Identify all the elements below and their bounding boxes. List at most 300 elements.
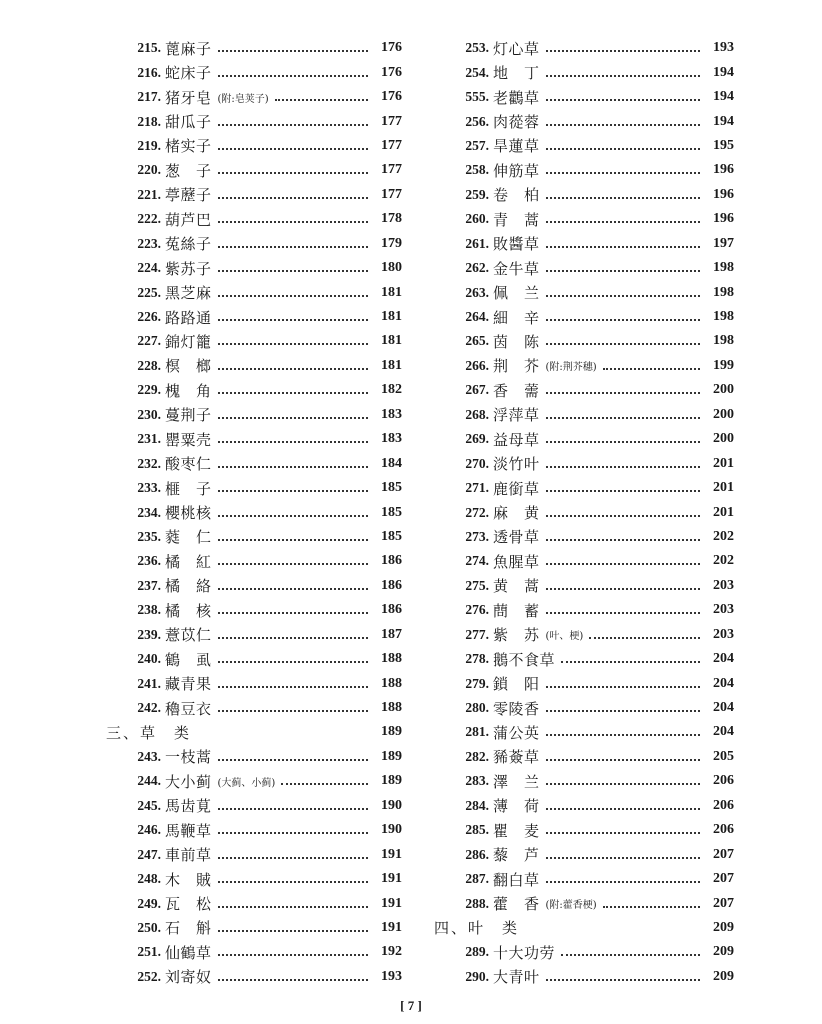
entry-note: (附:皂荚子) <box>217 93 269 105</box>
entry-number: 272. <box>465 504 489 520</box>
entry-title: 敗醬草 <box>493 235 540 254</box>
toc-entry <box>106 109 402 133</box>
entry-page: 203 <box>713 602 734 618</box>
dot-leader <box>218 221 368 223</box>
entry-title: 橘 紅 <box>165 552 212 571</box>
entry-number: 277. <box>465 626 489 642</box>
toc-entry <box>434 623 734 647</box>
entry-title: 木 賊 <box>165 870 212 889</box>
entry-number: 276. <box>465 602 489 618</box>
entry-title: 魚腥草 <box>493 552 540 571</box>
entry-title: 香 薷 <box>493 381 540 400</box>
dot-leader <box>218 930 368 932</box>
toc-entry <box>434 378 734 402</box>
dot-leader <box>218 124 368 126</box>
entry-page: 179 <box>381 235 402 251</box>
entry-title: 細 辛 <box>493 308 540 327</box>
entry-page: 202 <box>713 553 734 569</box>
section-title: 三、草 类 <box>106 723 192 742</box>
toc-entry <box>106 256 402 280</box>
entry-title: 淡竹叶 <box>493 455 540 474</box>
dot-leader <box>546 75 700 77</box>
entry-number: 286. <box>465 846 489 862</box>
dot-leader <box>218 466 368 468</box>
entry-page: 185 <box>381 528 402 544</box>
entry-page: 176 <box>381 64 402 80</box>
entry-title: 菟絲子 <box>165 235 212 254</box>
entry-page: 204 <box>713 651 734 667</box>
dot-leader <box>603 906 700 908</box>
toc-entry <box>106 476 402 500</box>
entry-number: 279. <box>465 675 489 691</box>
dot-leader <box>546 441 700 443</box>
toc-entry <box>434 549 734 573</box>
entry-number: 270. <box>465 455 489 471</box>
toc-entry <box>106 842 402 866</box>
entry-number: 258. <box>465 162 489 178</box>
entry-number: 266. <box>465 357 489 373</box>
entry-title: 薄 荷 <box>493 797 540 816</box>
entry-page: 193 <box>713 40 734 56</box>
dot-leader <box>546 515 700 517</box>
section-title: 四、叶 类 <box>434 919 520 938</box>
toc-entry <box>434 232 734 256</box>
entry-number: 253. <box>465 40 489 56</box>
entry-page: 190 <box>381 822 402 838</box>
toc-entry <box>106 36 402 60</box>
dot-leader <box>546 612 700 614</box>
page-number: [ 7 ] <box>400 998 422 1013</box>
entry-title: 薏苡仁 <box>165 626 212 645</box>
entry-title: 車前草 <box>165 846 212 865</box>
toc-entry <box>106 598 402 622</box>
entry-page: 201 <box>713 504 734 520</box>
entry-title: 石 斛 <box>165 919 212 938</box>
entry-number: 285. <box>465 822 489 838</box>
entry-page: 201 <box>713 480 734 496</box>
dot-leader <box>546 881 700 883</box>
entry-page: 185 <box>381 504 402 520</box>
toc-entry <box>434 769 734 793</box>
entry-page: 196 <box>713 186 734 202</box>
dot-leader <box>218 954 368 956</box>
entry-number: 218. <box>137 113 161 129</box>
entry-title: 橘 絡 <box>165 577 212 596</box>
entry-page: 186 <box>381 553 402 569</box>
entry-page: 185 <box>381 480 402 496</box>
dot-leader <box>218 417 368 419</box>
toc-entry <box>106 329 402 353</box>
entry-page: 194 <box>713 89 734 105</box>
dot-leader <box>546 417 700 419</box>
entry-title: 零陵香 <box>493 699 540 718</box>
entry-number: 247. <box>137 846 161 862</box>
toc-entry <box>434 867 734 891</box>
dot-leader <box>546 710 700 712</box>
toc-entry <box>434 85 734 109</box>
entry-title: 蔄 蓄 <box>493 601 540 620</box>
entry-title: 老鸛草 <box>493 88 540 107</box>
entry-number: 269. <box>465 431 489 447</box>
entry-number: 268. <box>465 406 489 422</box>
toc-entry <box>106 158 402 182</box>
dot-leader <box>546 563 700 565</box>
entry-title: 榠 榔 <box>165 357 212 376</box>
toc-right-column <box>434 36 734 989</box>
dot-leader <box>546 979 700 981</box>
toc-entry <box>434 574 734 598</box>
entry-title: 伸筋草 <box>493 161 540 180</box>
toc-entry <box>106 451 402 475</box>
dot-leader <box>218 368 368 370</box>
dot-leader <box>218 392 368 394</box>
entry-title: 澤 兰 <box>493 772 540 791</box>
entry-number: 287. <box>465 871 489 887</box>
entry-number: 267. <box>465 382 489 398</box>
entry-title: 甜瓜子 <box>165 113 212 132</box>
entry-number: 262. <box>465 260 489 276</box>
entry-page: 198 <box>713 260 734 276</box>
entry-page: 193 <box>381 968 402 984</box>
entry-page: 200 <box>713 406 734 422</box>
toc-entry <box>434 280 734 304</box>
dot-leader <box>218 270 368 272</box>
dot-leader <box>546 124 700 126</box>
dot-leader <box>218 832 368 834</box>
entry-page: 181 <box>381 309 402 325</box>
dot-leader <box>218 319 368 321</box>
entry-title: 荆 芥 <box>493 357 540 376</box>
dot-leader <box>546 686 700 688</box>
entry-page: 183 <box>381 431 402 447</box>
toc-entry <box>106 85 402 109</box>
entry-number: 248. <box>137 871 161 887</box>
entry-number: 238. <box>137 602 161 618</box>
entry-title: 藜 芦 <box>493 846 540 865</box>
dot-leader <box>218 539 368 541</box>
entry-number: 219. <box>137 137 161 153</box>
entry-number: 282. <box>465 748 489 764</box>
entry-title: 紫苏子 <box>165 259 212 278</box>
entry-title: 鵝不食草 <box>493 650 556 669</box>
toc-entry <box>434 256 734 280</box>
entry-title: 蒲公英 <box>493 723 540 742</box>
entry-title: 豨薟草 <box>493 748 540 767</box>
entry-page: 196 <box>713 162 734 178</box>
toc-entry <box>434 500 734 524</box>
entry-page: 188 <box>381 651 402 667</box>
toc-entry <box>434 647 734 671</box>
toc-entry <box>434 476 734 500</box>
entry-page: 190 <box>381 797 402 813</box>
entry-page: 198 <box>713 284 734 300</box>
entry-number: 290. <box>465 968 489 984</box>
entry-title: 馬齿莧 <box>165 797 212 816</box>
entry-title: 一枝蒿 <box>165 748 212 767</box>
entry-title: 紫 苏 <box>493 626 540 645</box>
entry-title: 透骨草 <box>493 528 540 547</box>
dot-leader <box>281 783 368 785</box>
dot-leader <box>218 563 368 565</box>
toc-entry <box>434 207 734 231</box>
toc-entry <box>434 696 734 720</box>
entry-page: 209 <box>713 919 734 935</box>
toc-entry <box>434 745 734 769</box>
entry-number: 244. <box>137 773 161 789</box>
entry-page: 191 <box>381 871 402 887</box>
entry-page: 188 <box>381 700 402 716</box>
dot-leader <box>546 270 700 272</box>
entry-page: 207 <box>713 846 734 862</box>
entry-title: 青 蒿 <box>493 210 540 229</box>
dot-leader <box>589 637 700 639</box>
entry-number: 215. <box>137 40 161 56</box>
entry-title: 卷 柏 <box>493 186 540 205</box>
toc-entry <box>434 109 734 133</box>
entry-page: 181 <box>381 284 402 300</box>
toc-entry <box>434 36 734 60</box>
entry-title: 蓖麻子 <box>165 39 212 58</box>
toc-entry <box>106 500 402 524</box>
entry-number: 231. <box>137 431 161 447</box>
entry-page: 195 <box>713 137 734 153</box>
entry-title: 仙鶴草 <box>165 943 212 962</box>
entry-note: (叶、梗) <box>545 631 584 643</box>
entry-title: 黄 蒿 <box>493 577 540 596</box>
dot-leader <box>546 319 700 321</box>
entry-number: 280. <box>465 700 489 716</box>
dot-leader <box>546 148 700 150</box>
entry-number: 263. <box>465 284 489 300</box>
entry-page: 186 <box>381 577 402 593</box>
toc-entry <box>106 623 402 647</box>
dot-leader <box>546 832 700 834</box>
entry-title: 益母草 <box>493 430 540 449</box>
entry-title: 榧 子 <box>165 479 212 498</box>
dot-leader <box>218 637 368 639</box>
toc-entry <box>106 574 402 598</box>
entry-page: 177 <box>381 162 402 178</box>
dot-leader <box>546 466 700 468</box>
toc-entry <box>106 818 402 842</box>
dot-leader <box>218 588 368 590</box>
entry-title: 翻白草 <box>493 870 540 889</box>
dot-leader <box>546 343 700 345</box>
toc-entry <box>106 525 402 549</box>
toc-entry <box>106 207 402 231</box>
dot-leader <box>546 50 700 52</box>
entry-title: 錦灯籠 <box>165 332 212 351</box>
entry-number: 271. <box>465 480 489 496</box>
entry-page: 177 <box>381 186 402 202</box>
entry-number: 234. <box>137 504 161 520</box>
toc-entry <box>106 232 402 256</box>
entry-number: 227. <box>137 333 161 349</box>
entry-page: 204 <box>713 700 734 716</box>
dot-leader <box>546 221 700 223</box>
dot-leader <box>546 172 700 174</box>
dot-leader <box>218 515 368 517</box>
entry-number: 281. <box>465 724 489 740</box>
toc-entry <box>106 183 402 207</box>
entry-number: 273. <box>465 528 489 544</box>
entry-page: 191 <box>381 919 402 935</box>
entry-page: 194 <box>713 64 734 80</box>
entry-number: 256. <box>465 113 489 129</box>
toc-left-column <box>106 36 402 989</box>
entry-note: (附:荆芥穗) <box>545 362 597 374</box>
dot-leader <box>218 295 368 297</box>
entry-title: 大青叶 <box>493 968 540 987</box>
entry-page: 176 <box>381 40 402 56</box>
toc-entry <box>106 794 402 818</box>
toc-entry <box>106 867 402 891</box>
entry-number: 240. <box>137 651 161 667</box>
dot-leader <box>546 857 700 859</box>
dot-leader <box>546 539 700 541</box>
entry-title: 灯心草 <box>493 39 540 58</box>
entry-title: 葫芦巴 <box>165 210 212 229</box>
entry-number: 252. <box>137 968 161 984</box>
entry-title: 浮萍草 <box>493 406 540 425</box>
entry-title: 黑芝麻 <box>165 284 212 303</box>
dot-leader <box>218 75 368 77</box>
entry-page: 198 <box>713 333 734 349</box>
entry-title: 楮实子 <box>165 137 212 156</box>
entry-number: 235. <box>137 528 161 544</box>
entry-number: 220. <box>137 162 161 178</box>
entry-title: 鹿銜草 <box>493 479 540 498</box>
toc-entry <box>434 842 734 866</box>
entry-title: 櫻桃核 <box>165 504 212 523</box>
toc-entry <box>434 403 734 427</box>
entry-page: 196 <box>713 211 734 227</box>
entry-title: 十大功劳 <box>493 943 556 962</box>
toc-entry <box>106 965 402 989</box>
entry-page: 207 <box>713 871 734 887</box>
entry-page: 200 <box>713 382 734 398</box>
toc-entry <box>434 60 734 84</box>
entry-number: 251. <box>137 944 161 960</box>
toc-entry <box>434 818 734 842</box>
entry-number: 221. <box>137 186 161 202</box>
entry-page: 186 <box>381 602 402 618</box>
entry-title: 蛇床子 <box>165 64 212 83</box>
dot-leader <box>546 588 700 590</box>
entry-page: 194 <box>713 113 734 129</box>
toc-entry <box>106 60 402 84</box>
entry-page: 181 <box>381 333 402 349</box>
entry-title: 猪牙皂 <box>165 88 212 107</box>
toc-entry <box>106 134 402 158</box>
entry-title: 蕤 仁 <box>165 528 212 547</box>
entry-page: 204 <box>713 724 734 740</box>
entry-number: 245. <box>137 797 161 813</box>
entry-page: 209 <box>713 944 734 960</box>
entry-page: 183 <box>381 406 402 422</box>
dot-leader <box>218 148 368 150</box>
dot-leader <box>218 906 368 908</box>
entry-number: 224. <box>137 260 161 276</box>
entry-number: 230. <box>137 406 161 422</box>
toc-entry <box>434 354 734 378</box>
dot-leader <box>218 686 368 688</box>
toc-entry <box>434 598 734 622</box>
entry-number: 241. <box>137 675 161 691</box>
toc-entry <box>434 940 734 964</box>
entry-page: 189 <box>381 724 402 740</box>
section-heading <box>106 720 402 744</box>
entry-number: 274. <box>465 553 489 569</box>
entry-page: 205 <box>713 748 734 764</box>
toc-entry <box>106 427 402 451</box>
entry-page: 187 <box>381 626 402 642</box>
entry-title: 鶴 虱 <box>165 650 212 669</box>
entry-page: 182 <box>381 382 402 398</box>
toc-entry <box>106 403 402 427</box>
entry-number: 289. <box>465 944 489 960</box>
entry-page: 197 <box>713 235 734 251</box>
dot-leader <box>218 808 368 810</box>
entry-title: 酸枣仁 <box>165 455 212 474</box>
toc-entry <box>434 158 734 182</box>
section-heading <box>434 916 734 940</box>
dot-leader <box>218 661 368 663</box>
entry-title: 馬鞭草 <box>165 821 212 840</box>
toc-entry <box>434 134 734 158</box>
entry-number: 275. <box>465 577 489 593</box>
entry-title: 佩 兰 <box>493 284 540 303</box>
entry-number: 222. <box>137 211 161 227</box>
dot-leader <box>218 441 368 443</box>
entry-page: 178 <box>381 211 402 227</box>
entry-page: 199 <box>713 357 734 373</box>
toc-entry <box>106 549 402 573</box>
dot-leader <box>218 881 368 883</box>
entry-title: 刘寄奴 <box>165 968 212 987</box>
toc-entry <box>106 671 402 695</box>
toc-entry <box>434 329 734 353</box>
entry-number: 239. <box>137 626 161 642</box>
entry-page: 192 <box>381 944 402 960</box>
entry-title: 旱蓮草 <box>493 137 540 156</box>
toc-entry <box>106 378 402 402</box>
entry-page: 189 <box>381 748 402 764</box>
entry-page: 202 <box>713 528 734 544</box>
entry-title: 槐 角 <box>165 381 212 400</box>
entry-page: 201 <box>713 455 734 471</box>
toc-entry <box>106 769 402 793</box>
entry-number: 237. <box>137 577 161 593</box>
entry-number: 278. <box>465 651 489 667</box>
entry-number: 233. <box>137 480 161 496</box>
entry-title: 鎖 阳 <box>493 675 540 694</box>
entry-title: 麻 黄 <box>493 504 540 523</box>
toc-entry <box>434 965 734 989</box>
toc-entry <box>106 354 402 378</box>
toc-entry <box>434 427 734 451</box>
toc-entry <box>434 525 734 549</box>
dot-leader <box>603 368 700 370</box>
entry-number: 555. <box>465 89 489 105</box>
dot-leader <box>546 734 700 736</box>
toc-entry <box>434 891 734 915</box>
entry-title: 罌粟壳 <box>165 430 212 449</box>
entry-title: 茵 陈 <box>493 332 540 351</box>
entry-number: 236. <box>137 553 161 569</box>
entry-number: 254. <box>465 64 489 80</box>
entry-title: 大小蓟 <box>165 772 212 791</box>
